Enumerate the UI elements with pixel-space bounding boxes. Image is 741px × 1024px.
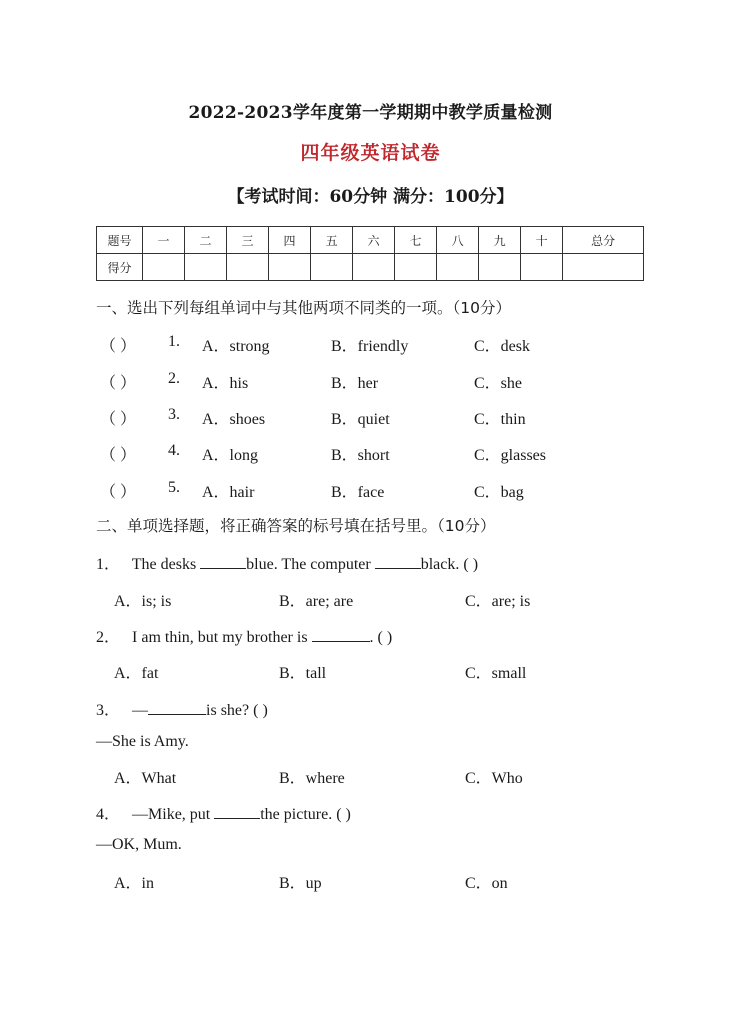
- score-cell: 八: [437, 227, 479, 254]
- score-table-score-row: [97, 254, 644, 281]
- question-text: the picture. ( ): [260, 806, 351, 823]
- question-text: . ( ): [369, 629, 393, 646]
- score-cell: 九: [479, 227, 521, 254]
- option-c: C．desk: [474, 338, 531, 355]
- option-a: A．hair: [202, 484, 255, 501]
- score-input-cell[interactable]: [521, 254, 563, 281]
- option-c: C．she: [474, 375, 523, 392]
- score-table: [96, 226, 644, 281]
- question-text: blue. The computer: [246, 556, 371, 573]
- score-cell: 二: [185, 227, 227, 254]
- score-cell: 题号: [97, 227, 143, 254]
- question-number: 1.: [168, 333, 180, 350]
- score-cell: 七: [395, 227, 437, 254]
- score-input-cell[interactable]: [143, 254, 185, 281]
- s2-q1-options: [0, 588, 741, 610]
- answer-paren[interactable]: （ ）: [100, 411, 137, 428]
- s2-q3-options: [0, 765, 741, 787]
- option-b: B．are; are: [279, 593, 354, 610]
- answer-blank[interactable]: [148, 700, 206, 715]
- question-text: is she? ( ): [206, 702, 268, 719]
- answer-paren[interactable]: （ ）: [100, 484, 137, 501]
- question-text: black. ( ): [420, 556, 479, 573]
- option-a: A．What: [114, 770, 177, 787]
- score-input-cell[interactable]: [269, 254, 311, 281]
- option-a: A．is; is: [114, 593, 172, 610]
- score-row-label: 得分: [97, 254, 143, 281]
- question-text: The desks: [131, 556, 197, 573]
- option-b: B．short: [331, 447, 390, 464]
- score-cell: 十: [521, 227, 563, 254]
- s2-q3-reply: —She is Amy.: [96, 733, 189, 750]
- score-input-cell[interactable]: [479, 254, 521, 281]
- option-c: C．bag: [474, 484, 524, 501]
- answer-paren[interactable]: （ ）: [100, 375, 137, 392]
- score-input-cell[interactable]: [185, 254, 227, 281]
- option-b: B．up: [279, 875, 322, 892]
- question-text: I am thin, but my brother is: [132, 629, 308, 646]
- question-text: —Mike, put: [132, 806, 211, 823]
- option-b: B．face: [331, 484, 385, 501]
- question-number: 5.: [168, 479, 180, 496]
- option-a: A．shoes: [202, 411, 266, 428]
- s2-q4-options: [0, 870, 741, 892]
- answer-paren[interactable]: （ ）: [100, 338, 137, 355]
- question-number: 1．: [96, 556, 121, 573]
- score-input-cell[interactable]: [437, 254, 479, 281]
- section1-heading: 一、选出下列每组单词中与其他两项不同类的一项。（10分）: [96, 299, 511, 317]
- section2-heading: 二、单项选择题，将正确答案的标号填在括号里。（10分）: [96, 517, 496, 535]
- score-cell: 总分: [563, 227, 644, 254]
- score-cell: 五: [311, 227, 353, 254]
- option-c: C．glasses: [474, 447, 547, 464]
- s2-question-4: [96, 801, 351, 824]
- option-a: A．long: [202, 447, 259, 464]
- score-input-cell[interactable]: [563, 254, 644, 281]
- s2-question-2: [96, 624, 392, 647]
- answer-blank[interactable]: [375, 554, 421, 569]
- score-cell: 六: [353, 227, 395, 254]
- option-a: A．fat: [114, 665, 159, 682]
- option-a: A．his: [202, 375, 249, 392]
- score-cell: 四: [269, 227, 311, 254]
- score-input-cell[interactable]: [311, 254, 353, 281]
- option-a: A．strong: [202, 338, 270, 355]
- paper-title: 四年级英语试卷: [300, 142, 441, 164]
- s1-question-3: [0, 406, 741, 428]
- option-b: B．her: [331, 375, 379, 392]
- score-cell: 一: [143, 227, 185, 254]
- option-b: B．where: [279, 770, 345, 787]
- s2-question-3: [96, 697, 268, 720]
- answer-paren[interactable]: （ ）: [100, 447, 137, 464]
- answer-blank[interactable]: [312, 627, 370, 642]
- score-cell: 三: [227, 227, 269, 254]
- s1-question-5: [0, 479, 741, 501]
- score-input-cell[interactable]: [227, 254, 269, 281]
- s2-question-1: [96, 551, 478, 574]
- question-number: 4.: [168, 442, 180, 459]
- s1-question-1: [0, 333, 741, 355]
- score-input-cell[interactable]: [353, 254, 395, 281]
- option-c: C．on: [465, 875, 508, 892]
- exam-info: 【考试时间：60分钟 满分：100分】: [227, 187, 514, 207]
- s1-question-2: [0, 370, 741, 392]
- option-b: B．quiet: [331, 411, 390, 428]
- option-c: C．Who: [465, 770, 523, 787]
- question-text: —: [132, 702, 149, 719]
- option-c: C．thin: [474, 411, 526, 428]
- score-input-cell[interactable]: [395, 254, 437, 281]
- answer-blank[interactable]: [200, 554, 246, 569]
- year-title: 2022-2023学年度第一学期期中教学质量检测: [188, 103, 553, 123]
- option-c: C．are; is: [465, 593, 531, 610]
- score-table-header-row: [97, 227, 644, 254]
- question-number: 3．: [96, 702, 121, 719]
- question-number: 3.: [168, 406, 180, 423]
- option-a: A．in: [114, 875, 155, 892]
- s1-question-4: [0, 442, 741, 464]
- option-b: B．tall: [279, 665, 327, 682]
- option-b: B．friendly: [331, 338, 409, 355]
- s2-q4-reply: —OK, Mum.: [96, 836, 182, 853]
- answer-blank[interactable]: [214, 804, 260, 819]
- s2-q2-options: [0, 660, 741, 682]
- option-c: C．small: [465, 665, 527, 682]
- question-number: 2．: [96, 629, 121, 646]
- question-number: 4．: [96, 806, 121, 823]
- question-number: 2.: [168, 370, 180, 387]
